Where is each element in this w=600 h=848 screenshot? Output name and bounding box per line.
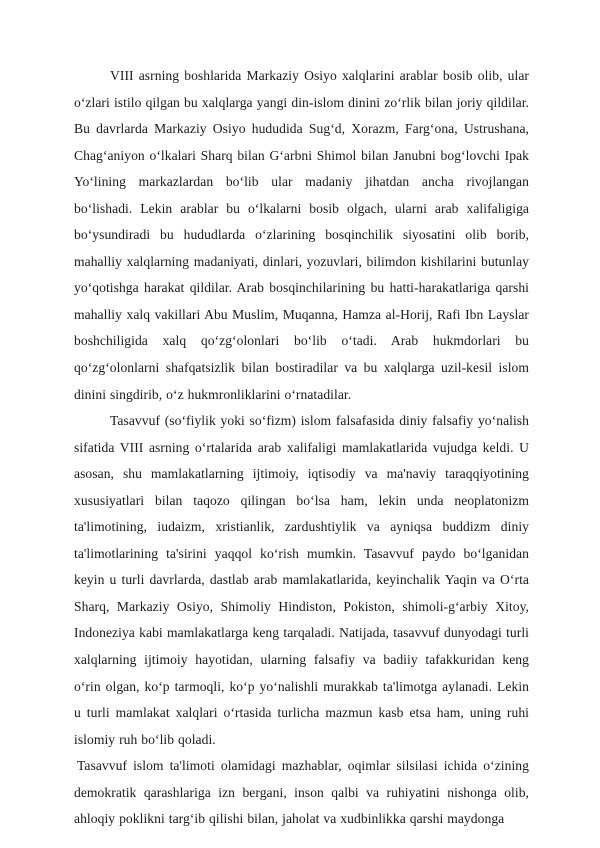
paragraph-arab-conquest: VIII asrning boshlarida Markaziy Osiyo xalqlarini arablar bosib olib, ular o‘zlari istilo qilgan bu xalqlarga yangi din-islom dinini zo‘rlik bilan joriy qildilar. Bu davrlarda Markaziy Osiyo hududida Sug‘d, Xorazm, Farg‘ona, Ustrushana, Chag‘aniyon o‘lkalari Sharq bilan G‘arbni Shimol bilan Janubni bog‘lovchi Ipak Yo‘lining markazlardan bo‘lib ular madaniy jihatdan ancha rivojlangan bo‘lishadi. Lekin arablar bu o‘lkalarni bosib olgach, ularni arab xalifaligiga bo‘ysundiradi bu hududlarda o‘zlarining bosqinchilik siyosatini olib borib, mahalliy xalqlarning madaniyati, dinlari, yozuvlari, bilimdon kishilarini butunlay yo‘qotishga harakat qildilar. Arab bosqinchilarining bu hatti-harakatlariga qarshi mahalliy xalq vakillari Abu Muslim, Muqanna, Hamza al-Horij, Rafi Ibn Layslar boshchiligida xalq qo‘zg‘olonlari bo‘lib o‘tadi. Arab hukmdorlari bu qo‘zg‘olonlarni shafqatsizlik bilan bostiradilar va bu xalqlarga uzil-kesil islom dinini singdirib, o‘z hukmronliklarini o‘rnatadilar. bbox=[74, 68, 529, 402]
document-body bbox=[74, 63, 529, 833]
paragraph-tasavvuf-democratic: Tasavvuf islom ta'limoti olamidagi mazhablar, oqimlar silsilasi ichida o‘zining demokratik qarashlariga izn bergani, inson qalbi va ruhiyatini nishonga olib, ahloqiy poklikni targ‘ib qilishi bilan, jaholat va xudbinlikka qarshi maydonga bbox=[74, 758, 529, 827]
paragraph-tasavvuf-origin: Tasavvuf (so‘fiylik yoki so‘fizm) islom falsafasida diniy falsafiy yo‘nalish sifatida VIII asrning o‘rtalarida arab xalifaligi mamlakatlarida vujudga keldi. U asosan, shu mamlakatlarning ijtimoiy, iqtisodiy va ma'naviy taraqqiyotining xususiyatlari bilan taqozo qilingan bo‘lsa ham, lekin unda neoplatonizm ta'limotining, iudaizm, xristianlik, zardushtiylik va ayniqsa buddizm diniy ta'limotlarining ta'sirini yaqqol ko‘rish mumkin. Tasavvuf paydo bo‘lganidan keyin u turli davrlarda, dastlab arab mamlakatlarida, keyinchalik Yaqin va O‘rta Sharq, Markaziy Osiyo, Shimoliy Hindiston, Pokiston, shimoli-g‘arbiy Xitoy, Indoneziya kabi mamlakatlarga keng tarqaladi. Natijada, tasavvuf dunyodagi turli xalqlarning ijtimoiy hayotidan, ularning falsafiy va badiiy tafakkuridan keng o‘rin olgan, ko‘p tarmoqli, ko‘p yo‘nalishli murakkab ta'limotga aylanadi. Lekin u turli mamlakat xalqlari o‘rtasida turlicha mazmun kasb etsa ham, uning ruhi islomiy ruh bo‘lib qoladi. bbox=[74, 413, 529, 747]
